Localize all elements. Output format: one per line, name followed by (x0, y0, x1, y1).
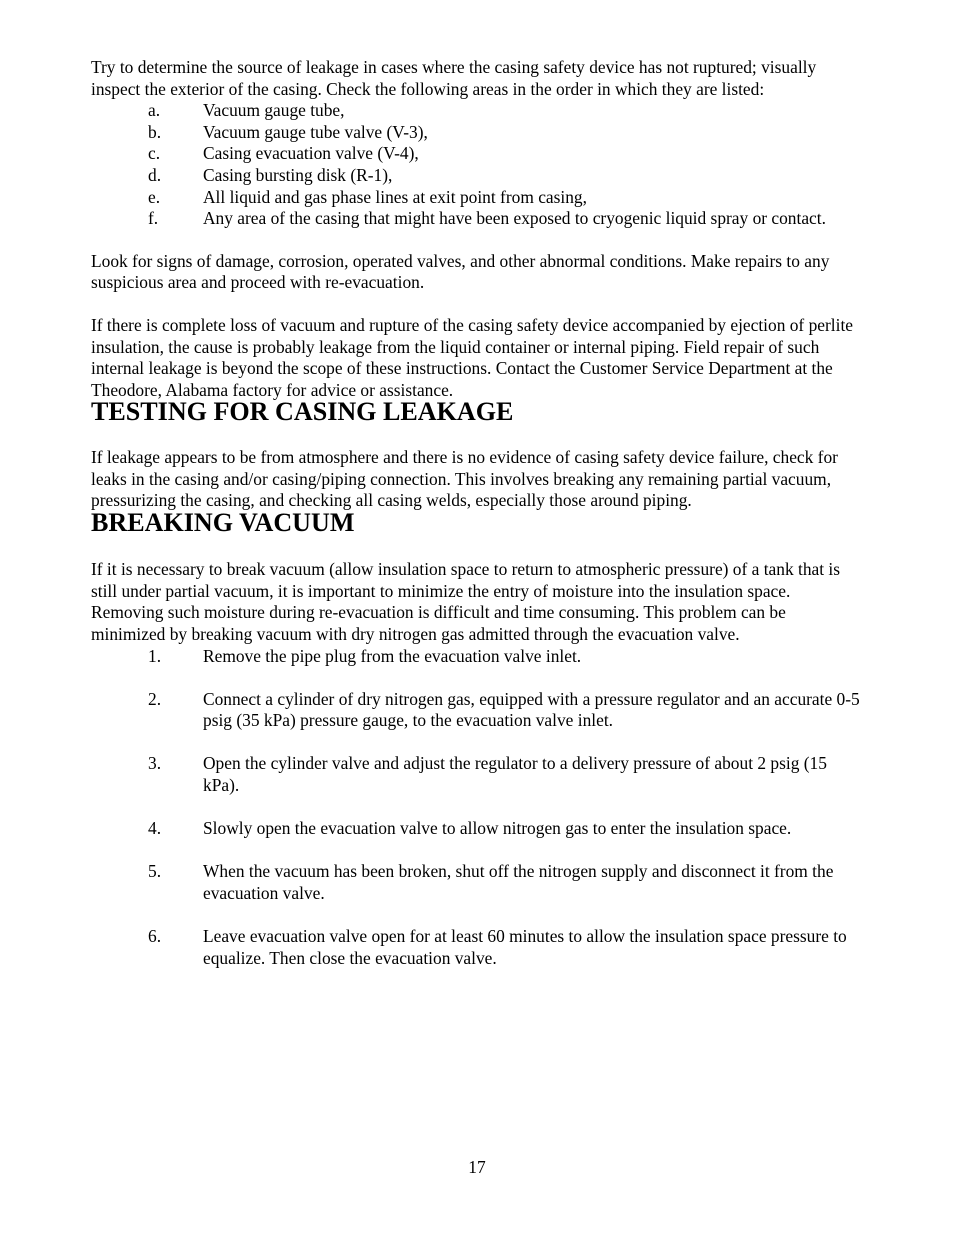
list-item-marker: f. (148, 208, 159, 229)
step-number: 2. (148, 688, 162, 709)
list-item-marker: a. (148, 100, 161, 121)
list-item-text: Casing evacuation valve (V-4), (203, 143, 419, 164)
breaking-vacuum-paragraph: If it is necessary to break vacuum (allow insulation space to return to atmospheric pressure) of a tank that is still under partial vacuum, it is important to minimize the entry of moisture into the insulation space. Removing such moisture during re-evacuation is difficult and time consuming. This problem can be minimized by breaking vacuum with dry nitrogen gas admitted through the evacuation valve. (91, 559, 841, 645)
list-item (91, 208, 863, 230)
list-item-marker: d. (148, 164, 162, 185)
step-item (91, 753, 863, 796)
list-item-marker: c. (148, 143, 161, 164)
step-text: Slowly open the evacuation valve to allow nitrogen gas to enter the insulation space. (203, 818, 792, 839)
step-item (91, 689, 863, 732)
step-text: Open the cylinder valve and adjust the regulator to a delivery pressure of about 2 psig (15 kPa). (203, 753, 827, 796)
damage-paragraph: Look for signs of damage, corrosion, operated valves, and other abnormal conditions. Make repairs to any suspicious area and proceed with re-evacuation. (91, 250, 830, 293)
list-item-text: Vacuum gauge tube, (203, 100, 345, 121)
breaking-vacuum-steps (91, 646, 863, 969)
step-number: 4. (148, 818, 162, 839)
step-number: 6. (148, 925, 162, 946)
step-item (91, 926, 863, 969)
step-number: 1. (148, 645, 162, 666)
list-item-text: Any area of the casing that might have been exposed to cryogenic liquid spray or contact. (203, 208, 826, 229)
step-text: When the vacuum has been broken, shut off the nitrogen supply and disconnect it from the evacuation valve. (203, 861, 834, 903)
list-item-text: Casing bursting disk (R-1), (203, 164, 393, 185)
step-number: 5. (148, 861, 162, 882)
list-item-text: All liquid and gas phase lines at exit point from casing, (203, 186, 587, 207)
vacuum-loss-paragraph: If there is complete loss of vacuum and rupture of the casing safety device accompanied by ejection of perlite insulation, the cause is probably leakage from the liquid container or internal piping. Field repair of such internal leakage is beyond the scope of these instructions. Contact the Customer Service Department at the Theodore, Alabama factory for advice or assistance. (91, 314, 853, 400)
step-number: 3. (148, 753, 162, 774)
testing-paragraph: If leakage appears to be from atmosphere and there is no evidence of casing safety device failure, check for leaks in the casing and/or casing/piping connection. This involves breaking any remaining partial vacuum, pressurizing the casing, and checking all casing welds, especially those around piping. (91, 446, 838, 511)
list-item-text: Vacuum gauge tube valve (V-3), (203, 121, 428, 142)
inspection-area-list (91, 100, 863, 230)
intro-paragraph: Try to determine the source of leakage in cases where the casing safety device has not ruptured; visually inspect the exterior of the casing. Check the following areas in the order in which they are listed: (91, 57, 817, 99)
step-item (91, 818, 863, 840)
list-item (91, 143, 863, 165)
step-item (91, 646, 863, 668)
list-item-marker: e. (148, 186, 161, 207)
breaking-vacuum-heading: BREAKING VACUUM (91, 507, 355, 537)
page-number: 17 (468, 1157, 486, 1177)
list-item (91, 100, 863, 122)
step-text: Leave evacuation valve open for at least 60 minutes to allow the insulation space pressure to equalize. Then close the evacuation valve. (203, 925, 847, 968)
document-page (91, 57, 863, 969)
list-item (91, 122, 863, 144)
list-item-marker: b. (148, 121, 162, 142)
step-text: Remove the pipe plug from the evacuation valve inlet. (203, 645, 582, 666)
testing-heading: TESTING FOR CASING LEAKAGE (91, 397, 514, 427)
step-item (91, 861, 863, 904)
list-item (91, 187, 863, 209)
list-item (91, 165, 863, 187)
step-text: Connect a cylinder of dry nitrogen gas, equipped with a pressure regulator and an accurate 0-5 psig (35 kPa) pressure gauge, to the evacuation valve inlet. (203, 688, 860, 731)
